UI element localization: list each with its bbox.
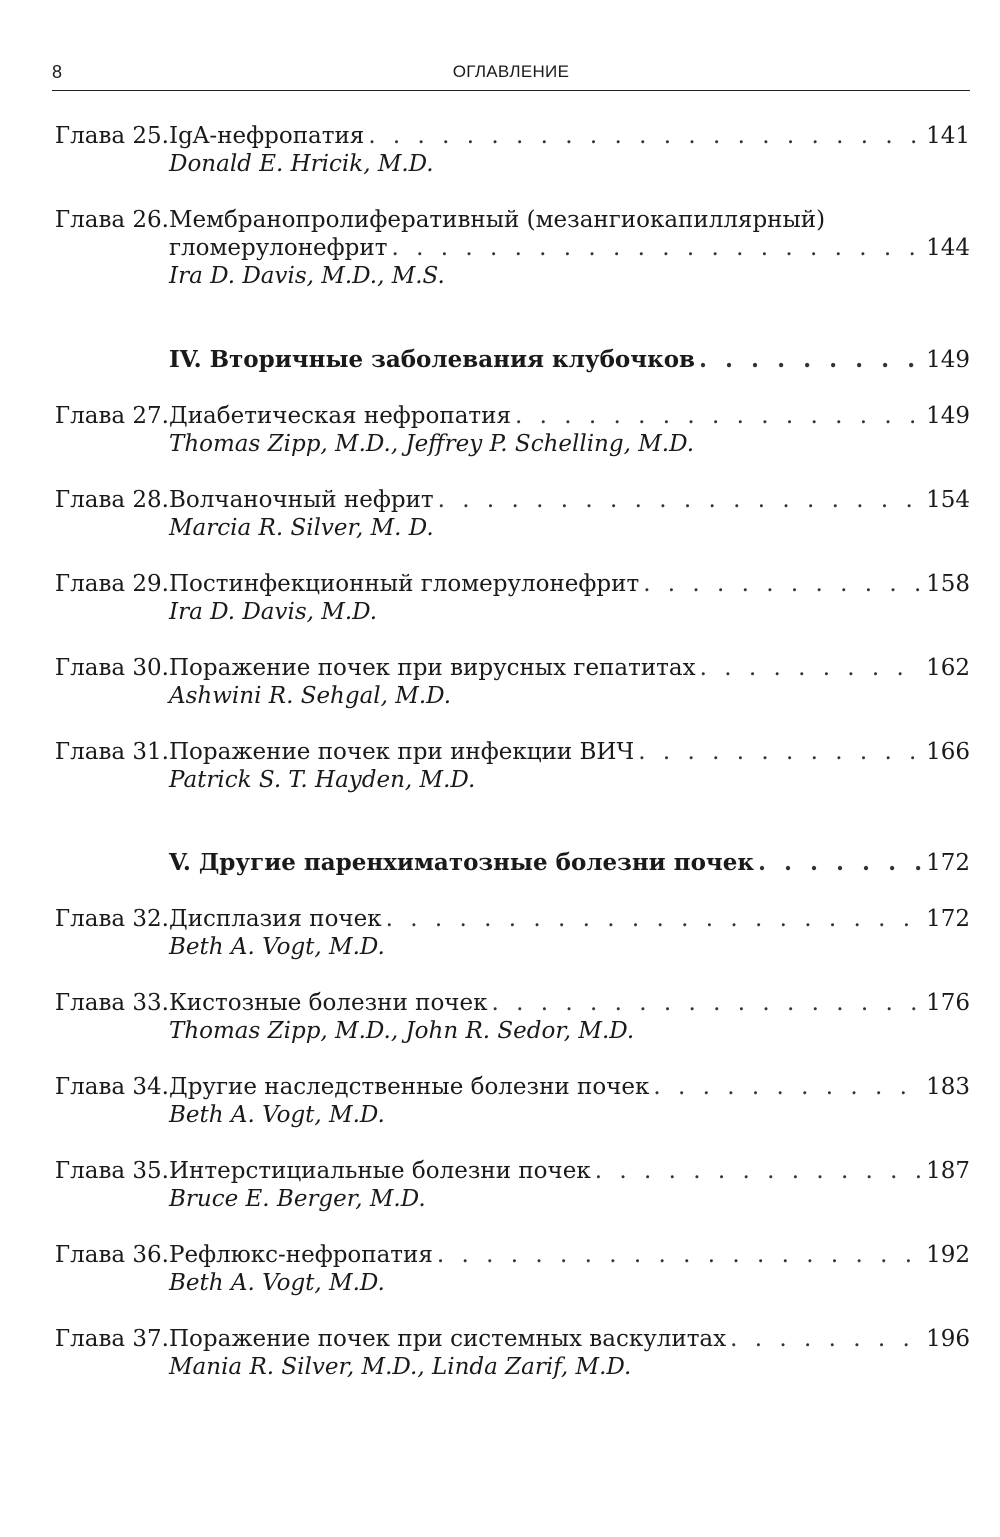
chapter-author: Thomas Zipp, M.D., John R. Sedor, M.D. xyxy=(169,1018,635,1044)
dot-leader xyxy=(730,1325,922,1353)
chapter-title: Поражение почек при инфекции ВИЧ xyxy=(169,739,635,765)
chapter-label: Глава 34. xyxy=(54,1074,169,1100)
section-title: V. Другие паренхиматозные болезни почек xyxy=(169,849,754,876)
chapter-label: Глава 36. xyxy=(54,1242,169,1268)
dot-leader xyxy=(438,486,922,514)
chapter-label: Глава 31. xyxy=(54,739,169,765)
chapter-author: Patrick S. T. Hayden, M.D. xyxy=(169,767,476,793)
page-ref: 154 xyxy=(926,487,970,513)
dot-leader xyxy=(391,234,922,262)
dot-leader xyxy=(515,402,922,430)
section-heading[interactable] xyxy=(169,346,970,374)
chapter-title: Волчаночный нефрит xyxy=(169,487,434,513)
chapter-author: Ira D. Davis, M.D., M.S. xyxy=(169,263,445,289)
page-ref: 196 xyxy=(926,1326,970,1352)
page-ref: 144 xyxy=(926,235,970,261)
page-ref: 166 xyxy=(926,739,970,765)
chapter-author: Beth A. Vogt, M.D. xyxy=(169,1270,385,1296)
dot-leader xyxy=(492,989,923,1017)
chapter-title-continued: гломерулонефрит xyxy=(169,235,388,261)
chapter-label: Глава 28. xyxy=(54,487,169,513)
page-ref: 176 xyxy=(926,990,970,1016)
chapter-author: Beth A. Vogt, M.D. xyxy=(169,934,385,960)
chapter-author: Donald E. Hricik, M.D. xyxy=(169,151,434,177)
page-header xyxy=(52,62,970,88)
chapter-author: Marcia R. Silver, M. D. xyxy=(169,515,434,541)
dot-leader xyxy=(595,1157,922,1185)
chapter-label: Глава 27. xyxy=(54,403,169,429)
page-ref: 192 xyxy=(926,1242,970,1268)
chapter-label: Глава 25. xyxy=(54,123,169,149)
chapter-author: Ashwini R. Sehgal, M.D. xyxy=(169,683,452,709)
chapter-title: Поражение почек при вирусных гепатитах xyxy=(169,655,696,681)
chapter-title: Интерстициальные болезни почек xyxy=(169,1158,591,1184)
page-ref: 149 xyxy=(926,347,970,373)
chapter-label: Глава 33. xyxy=(54,990,169,1016)
chapter-label: Глава 26. xyxy=(54,207,169,233)
chapter-title: Мембранопролиферативный (мезангиокапиллярный) xyxy=(169,207,826,233)
chapter-author: Mania R. Silver, M.D., Linda Zarif, M.D. xyxy=(169,1354,632,1380)
dot-leader xyxy=(653,1073,922,1101)
dot-leader xyxy=(758,849,922,877)
chapter-title: Постинфекционный гломерулонефрит xyxy=(169,571,640,597)
chapter-title: Кистозные болезни почек xyxy=(169,990,488,1016)
page-number: 8 xyxy=(52,62,63,82)
chapter-label: Глава 32. xyxy=(54,906,169,932)
section-title: IV. Вторичные заболевания клубочков xyxy=(169,346,696,373)
chapter-title: Диабетическая нефропатия xyxy=(169,403,511,429)
page-ref: 162 xyxy=(926,655,970,681)
chapter-title: Дисплазия почек xyxy=(169,906,382,932)
dot-leader xyxy=(699,346,922,374)
chapter-author: Beth A. Vogt, M.D. xyxy=(169,1102,385,1128)
chapter-title: IgA-нефропатия xyxy=(169,123,365,149)
header-rule xyxy=(52,90,970,91)
chapter-title: Рефлюкс-нефропатия xyxy=(169,1242,433,1268)
chapter-label: Глава 30. xyxy=(54,655,169,681)
chapter-label: Глава 37. xyxy=(54,1326,169,1352)
chapter-author: Bruce E. Berger, M.D. xyxy=(169,1186,426,1212)
page-ref: 187 xyxy=(926,1158,970,1184)
chapter-title: Поражение почек при системных васкулитах xyxy=(169,1326,727,1352)
chapter-author: Ira D. Davis, M.D. xyxy=(169,599,378,625)
page-ref: 141 xyxy=(926,123,970,149)
dot-leader xyxy=(700,654,923,682)
dot-leader xyxy=(643,570,922,598)
dot-leader xyxy=(638,738,922,766)
page-ref: 183 xyxy=(926,1074,970,1100)
page-ref: 158 xyxy=(926,571,970,597)
page-ref: 149 xyxy=(926,403,970,429)
chapter-label: Глава 35. xyxy=(54,1158,169,1184)
chapter-author: Thomas Zipp, M.D., Jeffrey P. Schelling, M.D. xyxy=(169,431,695,457)
running-title: ОГЛАВЛЕНИЕ xyxy=(452,62,570,81)
page-ref: 172 xyxy=(926,850,970,876)
section-heading[interactable] xyxy=(169,849,970,877)
dot-leader xyxy=(437,1241,922,1269)
chapter-title: Другие наследственные болезни почек xyxy=(169,1074,650,1100)
dot-leader xyxy=(386,905,922,933)
dot-leader xyxy=(368,122,922,150)
page-ref: 172 xyxy=(926,906,970,932)
chapter-label: Глава 29. xyxy=(54,571,169,597)
